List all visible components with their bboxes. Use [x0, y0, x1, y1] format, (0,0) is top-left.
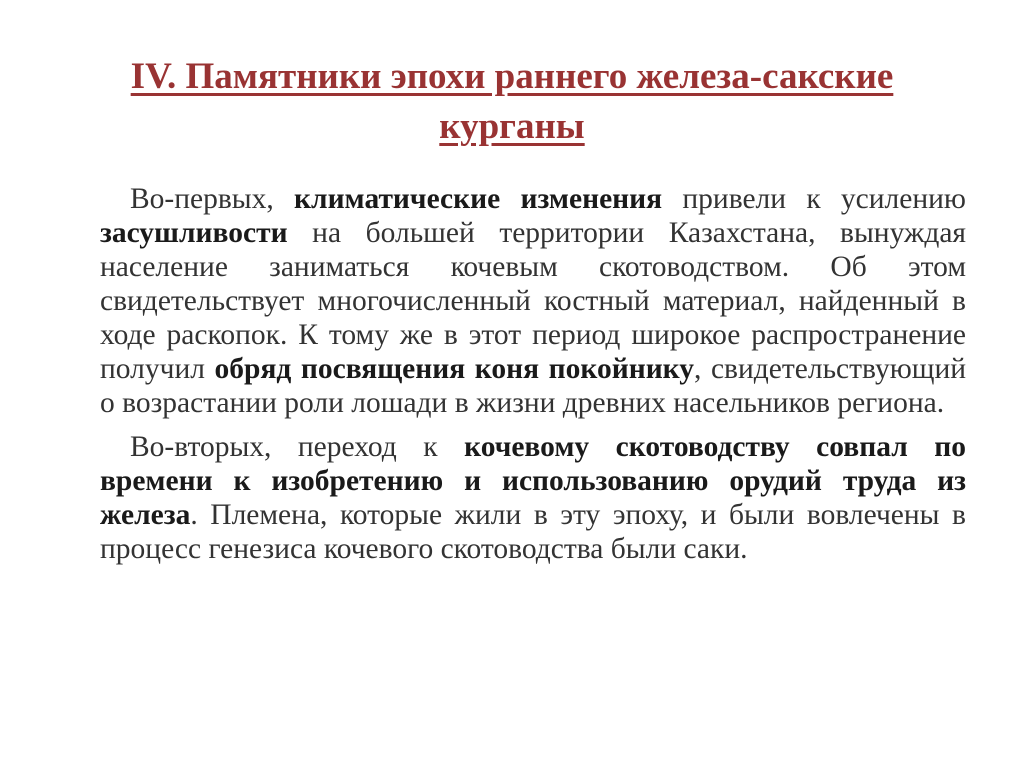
bold-segment: засушливости: [100, 217, 288, 249]
paragraph-1: [100, 182, 966, 420]
bold-segment: обряд посвящения коня покойнику: [214, 353, 695, 385]
text-segment: привели к усилению: [662, 183, 966, 215]
paragraph-2: [100, 430, 966, 566]
text-segment: на большей территории Казахстана, вынуждая население заниматься кочевым скотоводством. Об этом свидетельствует многочисленный костный материал, найденный в ходе раскопок. К тому же в этот период широкое распространение получил: [100, 217, 966, 385]
bold-segment: климатические изменения: [294, 183, 663, 215]
text-segment: Во-первых,: [130, 183, 295, 215]
text-segment: , свидетельствующий о возрастании роли лошади в жизни древних насельников региона.: [100, 353, 967, 419]
text-segment: . Племена, которые жили в эту эпоху, и были вовлечены в процесс генезиса кочевого скотоводства были саки.: [100, 499, 966, 565]
text-segment: Во-вторых, переход к: [130, 431, 465, 463]
slide-body: [100, 182, 966, 576]
slide-title: IV. Памятники эпохи раннего железа-сакские курганы: [130, 56, 894, 147]
bold-segment: кочевому скотоводству совпал по времени к изобретению и использованию орудий труда из железа: [100, 431, 966, 531]
